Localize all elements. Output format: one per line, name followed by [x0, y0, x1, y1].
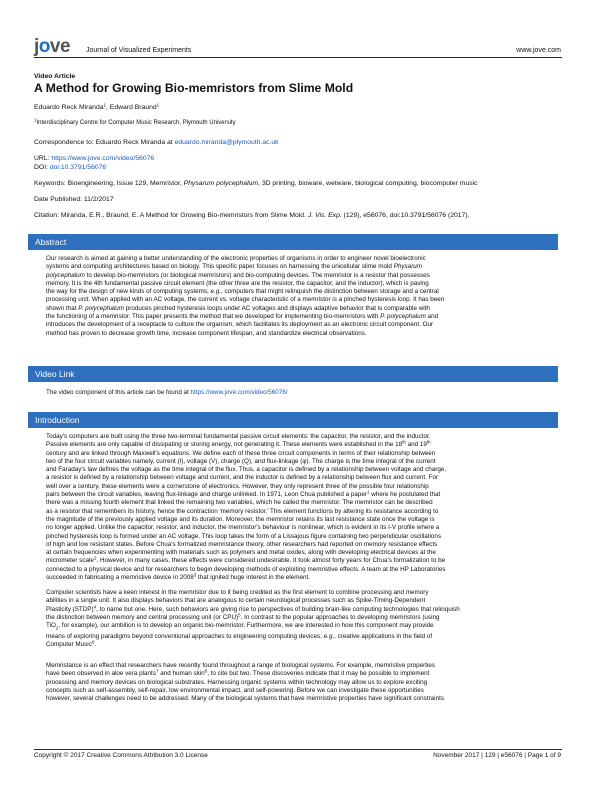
intro-line-part: means of exploring paradigms beyond conventional approaches to engineering computing devices; — [46, 632, 324, 640]
intro-line: the magnitude of the previously applied voltage and its duration. Moreover, the memristor retains its last resistance state once the voltage is — [46, 515, 435, 523]
reference-number: 8 — [204, 668, 208, 674]
header-divider — [34, 57, 562, 58]
abstract-text — [46, 255, 558, 338]
logo-text-o: o — [38, 36, 50, 57]
intro-line: well over a century, these elements were a cornerstone of electronics. However, they only represent three of the possible four relationship — [46, 482, 429, 490]
intro-line-part: , creative applications in the field of — [334, 632, 433, 640]
abstract-line-part: produces pinched hysteresis loops under AC voltages and displays adaptive behavior that is comparable with — [123, 304, 430, 312]
abstract-line-italic: e.g. — [210, 288, 222, 296]
intro-line-part: micrometer scale — [46, 557, 94, 565]
reference-number: 6 — [91, 639, 95, 645]
intro-line: abilities in a single unit. It also displays behaviors that are analogous to certain neurological processes such as Spike-Timing-Dependent — [46, 597, 426, 605]
intro-line — [46, 574, 558, 582]
intro-line-part: that ignited huge interest in the element. — [196, 574, 311, 582]
intro-line-part: , to name but one. Here, such behaviors are giving rise to perspectives of building brain-like computing technologies that relinquish — [96, 605, 460, 613]
intro-line-part: Passive elements are only capable of dissipating or storing energy, not generating it. These elements were established in the 18 — [46, 441, 403, 449]
correspondence-email-link[interactable]: eduardo.miranda@plymouth.ac.uk — [174, 139, 279, 146]
abstract-line — [46, 305, 558, 313]
intro-line-part: and human skin — [158, 670, 205, 678]
keywords — [34, 180, 478, 187]
reference-number: 7 — [155, 668, 159, 674]
footer-divider — [34, 749, 562, 750]
logo-text-j: j — [34, 36, 39, 57]
reference-number: 2 — [93, 555, 97, 561]
author-2-affil: 1 — [156, 102, 160, 108]
abstract-line — [46, 313, 558, 321]
intro-line — [46, 491, 558, 499]
superscript: th — [426, 439, 431, 445]
video-link-url[interactable]: https://www.jove.com/video/56076/ — [190, 389, 288, 396]
intro-line: a resistor is defined by a relationship between voltage and current, and the inductor is defined by a relationship between flux and current. For — [46, 474, 439, 482]
introduction-heading: Introduction — [28, 412, 558, 428]
abstract-line-italic: P. polycephalum — [380, 313, 426, 321]
intro-line: century and are linked through Maxwell's equations. We define each of these three circuit components in terms of their relationship between — [46, 449, 436, 457]
reference-number: 4 — [93, 604, 97, 610]
article-title: A Method for Growing Bio-memristors from Slime Mold — [34, 81, 354, 95]
abstract-line-italic: Physarum — [393, 263, 423, 271]
intro-line-part: where he postulated that — [369, 491, 441, 499]
abstract-line-part: the way for the design of new kinds of computing systems; — [46, 288, 211, 296]
keywords-species: Physarum polycephalum — [183, 180, 259, 187]
reference-number: 5 — [238, 612, 241, 618]
author-1: Eduardo Reck Miranda — [34, 104, 104, 111]
site-url[interactable]: www.jove.com — [516, 47, 561, 54]
intro-line-part: succeeded in fabricating a memristive device in 2008 — [46, 574, 194, 582]
abstract-line-part: the functioning of a memristor. This paper presents the method that we developed for implementing bio-memristors with — [46, 313, 381, 321]
intro-line — [46, 633, 558, 641]
intro-line: however, several challenges need to be addressed. Many of the biological systems that have memristive properties have significant constraints — [46, 695, 444, 703]
doi-label: DOI: — [34, 164, 50, 171]
abstract-line: processing unit. When applied with an AC voltage, the current vs. voltage characteristic of a memristor is a pinched hysteresis loop. It has been — [46, 296, 445, 304]
intro-paragraph-2 — [46, 589, 558, 649]
intro-line: Computer scientists have a keen interest in the memristor due to it being credited as the first element to combine processing and memory — [46, 589, 429, 596]
intro-line-part: have been observed in aloe vera plants — [46, 670, 156, 678]
abstract-line-italic: polycephalum — [46, 271, 85, 279]
abstract-line-part: and — [425, 313, 439, 321]
intro-line — [46, 641, 558, 649]
abstract-line — [46, 288, 558, 296]
article-url — [34, 155, 154, 162]
intro-line-part: . — [94, 641, 97, 649]
abstract-line — [46, 263, 558, 271]
intro-paragraph-3 — [46, 662, 558, 703]
intro-line-part: . However, in many cases, these effects were considered undesirable. It took almost forty years for Chua's formalization to be — [96, 557, 446, 565]
abstract-line-part: to develop bio-memristors (or biological memristors) and bio-computing devices. The memristor is a resistor that possesses — [84, 271, 430, 279]
intro-line — [46, 622, 558, 633]
abstract-heading: Abstract — [28, 234, 558, 250]
intro-line: two of the four circuit variables namely, current (I), voltage (V), charge (Q), and flux-linkage (φ). The charge is the time integral of the current — [46, 457, 436, 465]
author-1-affil: 1 — [103, 102, 107, 108]
article-url-link[interactable]: https://www.jove.com/video/56076 — [51, 155, 155, 162]
intro-line: pinched hysteresis loop is formed under an AC voltage. This loop takes the form of a Lissajous figure containing two perpendicular oscillations — [46, 532, 442, 540]
keywords-rest: , 3D printing, bioware, wetware, biological computing, biocomputer music — [258, 180, 478, 187]
citation — [34, 212, 469, 219]
footer-copyright: Copyright © 2017 Creative Commons Attribution 3.0 License — [34, 752, 208, 759]
intro-line: connected to a physical device and for researchers to begin developing methods of exploiting memristive effects. A team at the HP Laboratories — [46, 565, 446, 573]
intro-line-part: , for example), our ambition is to develop an organic bio-memristor. Furthermore, we are interested in how this component may provide — [58, 622, 434, 630]
subscript: 2 — [55, 625, 59, 631]
intro-line: processing and memory devices on biological substrates. Harnessing organic systems within technology may allow us to explore exciting — [46, 678, 428, 686]
reference-number: 3 — [193, 572, 197, 578]
intro-line-part: . In contrast to the popular approaches to developing memristors (using — [240, 613, 440, 621]
intro-line-part: and 19 — [405, 441, 427, 449]
abstract-line: memory. It is the 4th fundamental passive circuit element (the other three are the resistor, the capacitor, and the inductor), which is paving — [46, 279, 429, 287]
doi-link[interactable]: doi:10.3791/56076 — [49, 164, 107, 171]
affiliation — [34, 117, 236, 126]
abstract-line: Our research is aimed at gaining a better understanding of the electronic properties of organisms in order to engineer novel bioelectronic — [46, 255, 426, 262]
abstract-line-italic: P. polycephalum — [78, 304, 124, 312]
reference-number: 1 — [367, 489, 370, 495]
date-published: Date Published: 11/2/2017 — [34, 196, 114, 203]
affiliation-number: 1 — [34, 117, 37, 123]
abstract-line-part: systems and computing architectures based on biology. This specific paper focuses on harnessing the unicellular slime mold — [46, 263, 394, 271]
intro-line — [46, 670, 558, 678]
author-2: , Edward Braund — [106, 104, 157, 111]
citation-journal: J. Vis. Exp. — [307, 212, 342, 219]
intro-line: no longer applied. Unlike the capacitor, resistor, and inductor, the memristor's behaviour is nonlinear, which is evident in its I-V profile where a — [46, 524, 440, 532]
intro-line: there was a missing fourth element that linked the remaining two variables, which he called the memristor. The memristor can be described — [46, 499, 433, 507]
authors — [34, 104, 159, 111]
jove-logo — [34, 38, 84, 56]
article-doi — [34, 164, 106, 171]
footer-page-info: November 2017 | 129 | e56076 | Page 1 of 9 — [433, 752, 561, 759]
journal-name: Journal of Visualized Experiments — [86, 47, 192, 54]
intro-line-italic: e.g. — [323, 632, 335, 640]
abstract-line — [46, 272, 558, 280]
intro-line — [46, 614, 558, 622]
url-label: URL: — [34, 155, 52, 162]
intro-line — [46, 441, 558, 449]
article-type: Video Article — [34, 73, 76, 80]
intro-line: and Faraday's law defines the voltage as the time integral of the flux. Thus, a capacitor is defined by a relationship between voltage and charge, — [46, 466, 447, 474]
video-link-text — [46, 389, 558, 397]
intro-line-part: TiO — [46, 622, 56, 630]
intro-line — [46, 606, 558, 614]
correspondence — [34, 139, 279, 146]
intro-line: of high and low resistant states. Before Chua's formalized memristance theory, other researchers had reported on memory resistance effects — [46, 540, 438, 548]
intro-line: as a resistor that remembers its history, hence the contraction 'memory resistor.' This element functions by altering its resistance according to — [46, 507, 439, 515]
intro-line: concepts such as self-assembly, self-repair, low environmental impact, and self-powering. Before we can investigate these opportunities — [46, 686, 424, 694]
correspondence-label: Correspondence to: Eduardo Reck Miranda at — [34, 139, 175, 146]
citation-details: (129), e56076, doi:10.3791/56076 (2017). — [341, 212, 470, 219]
abstract-line: introduces the development of a receptacle to culture the organism, which facilitates its deployment as an electronic circuit component. Our — [46, 321, 434, 329]
intro-line — [46, 557, 558, 565]
abstract-line-part: shown that — [46, 304, 79, 312]
video-link-sentence: The video component of this article can be found at — [46, 389, 191, 396]
intro-line-part: pairs between the circuit variables, leaving flux-linkage and charge unlinked. In 1971, Leon Chua published a paper — [46, 491, 367, 499]
intro-line-part: Plasticity (STDP) — [46, 605, 94, 613]
affiliation-text: Interdisciplinary Centre for Computer Music Research, Plymouth University — [36, 120, 236, 126]
intro-line: at certain frequencies when experimenting with materials such as polymers and metal oxides, along with developing electrical devices at the — [46, 549, 436, 557]
logo-text-ve: ve — [49, 36, 71, 57]
intro-line-part: the distinction between memory and central processing unit (or CPU) — [46, 613, 239, 621]
superscript: th — [402, 439, 406, 445]
keywords-label: Keywords: Bioengineering, Issue 129, Memristor, — [34, 180, 184, 187]
abstract-line: method has proven to decrease growth time, increase component lifespan, and standardize electrical observations. — [46, 329, 367, 337]
intro-line-part: Computer Music — [46, 641, 92, 649]
intro-line: Memristance is an effect that researchers have recently found throughout a range of biological systems. For example, memristive properties — [46, 662, 436, 669]
video-link-heading: Video Link — [28, 366, 558, 382]
intro-line: Today's computers are built using the three two-terminal fundamental passive circuit elements: the capacitor, the resistor, and the inductor. — [46, 433, 431, 440]
intro-line-part: , to cite but two. These discoveries indicate that it may be possible to implement — [207, 670, 430, 678]
abstract-line-part: , computers that might relinquish the distinction between storage and a central — [221, 288, 439, 296]
citation-text: Citation: Miranda, E.R., Braund, E. A Method for Growing Bio-memristors from Slime Mold. — [34, 212, 308, 219]
intro-paragraph-1 — [46, 433, 558, 582]
